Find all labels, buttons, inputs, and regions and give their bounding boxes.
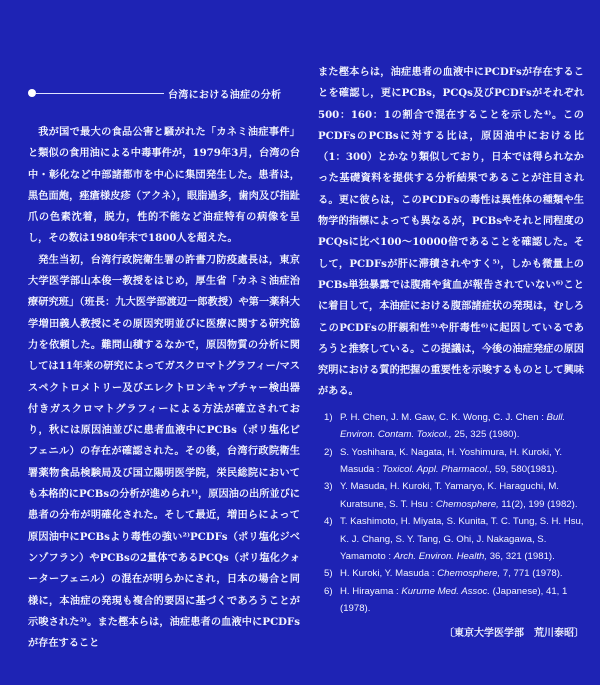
reference-number: 3) bbox=[324, 481, 333, 493]
reference-details: 25, 325 (1980). bbox=[454, 429, 520, 441]
reference-journal: Bull. Environ. Contam. Toxicol., bbox=[340, 411, 566, 441]
left-paragraph-2: 発生当初，台湾行政院衛生署の許書刀防疫處長は，東京大学医学部山本俊一教授をはじめ，厚生省「カネミ油症治療研究班」（班長：九大医学部渡辺一郎教授）や第一薬科大学増田義人教授にその原因究明並びに医療に関する研究協力を依頼した。難問山積するなかで，原因物質の分析に関しては11年来の研究によってガスクロマトグラフィー/マススペクトロメトリー及びエレクトロンキャプチャー検出器付きガスクロマトグラフィーによる方法が確立されており，秋には原因油並びに患者血液中にPCBs（ポリ塩化ビフェニル）の存在が確認された。その後，台湾行政院衛生署薬物食品検験局及び国立陽明医学院，栄民総院においても本格的にPCBsの分析が進められ¹⁾，原因油の出所並びに患者の分布が明確化された。そして最近，増田らによって原因油中にPCBsより毒性の強い²⁾PCDFs（ポリ塩化ジベンゾフラン）やPCBsの2量体であるPCQs（ポリ塩化クォーターフェニル）の混在が明らかにされ，日本の場合と同様に，本油症の発現も複合的要因に基づくであろうことが示唆された³⁾。また樫本らは，油症患者の血液中にPCDFsが存在すること bbox=[28, 253, 300, 650]
left-paragraph-1: 我が国で最大の食品公害と騒がれた「カネミ油症事件」と類似の食用油による中毒事件が，1979年3月，台湾の台中・彰化など中部諸都市を中心に集団発生した。患者は，黒色面皰，痤瘡様皮疹（アクネ），眼脂過多，歯肉及び指趾爪の色素沈着，脱力，性的不能など油症特有の病像を呈し，その数は1980年末で1800人を超えた。 bbox=[28, 126, 300, 245]
section-title: 台湾における油症の分析 bbox=[168, 90, 282, 101]
reference-authors: Y. Masuda, H. Kuroki, T. Yamaryo, K. Haraguchi, M. Kuratsune, S. T. Hsu : bbox=[340, 481, 559, 510]
reference-journal: Chemosphere, bbox=[437, 568, 501, 580]
reference-authors: H. Hirayama : bbox=[340, 585, 399, 597]
reference-item bbox=[318, 444, 584, 479]
reference-list bbox=[318, 409, 584, 618]
reference-details: 59, 580(1981). bbox=[495, 463, 558, 475]
reference-item bbox=[318, 565, 584, 582]
reference-number: 2) bbox=[324, 446, 333, 458]
reference-item bbox=[318, 478, 584, 513]
reference-number: 5) bbox=[324, 568, 333, 580]
reference-journal: Arch. Environ. Health, bbox=[393, 551, 488, 562]
reference-journal: Kurume Med. Assoc. bbox=[401, 585, 490, 597]
reference-journal: Chemosphere, bbox=[435, 498, 499, 510]
left-column bbox=[28, 62, 300, 654]
reference-number: 6) bbox=[324, 585, 333, 597]
reference-authors: H. Kuroki, Y. Masuda : bbox=[340, 568, 435, 580]
reference-authors: P. H. Chen, J. M. Gaw, C. K. Wong, C. J. Chen : bbox=[340, 411, 544, 423]
reference-authors: S. Yoshihara, K. Nagata, H. Yoshimura, H. Kuroki, Y. Masuda : bbox=[340, 446, 563, 475]
reference-journal: Toxicol. Appl. Pharmacol., bbox=[382, 463, 493, 475]
reference-details: (Japanese), 41, 1 (1978). bbox=[340, 585, 568, 615]
right-column bbox=[318, 62, 584, 639]
reference-details: 36, 321 (1981). bbox=[489, 551, 555, 562]
reference-item bbox=[318, 409, 584, 444]
reference-number: 1) bbox=[324, 411, 333, 423]
right-paragraph-1: また樫本らは，油症患者の血液中にPCDFsが存在することを確認し，更にPCBs，PCQs及びPCDFsがそれぞれ500：160：1の割合で混在することを示した⁴⁾。このPCDFsのPCBsに対する比は，原因油中における比（1：300）とかなり類似しており，日本では得られなかった基礎資料を提供する分析結果であることが注目される。更に彼らは，このPCDFsの毒性は異性体の種類や生物学的指標によっても異なるが，PCBsやそれと同程度のPCQsに比べ100〜10000倍であることを確認した。そして，PCDFsが肝に滞積されやすく⁵⁾，しかも微量上のPCBs単独暴露では腹痛や貧血が報告されていない⁶⁾ことに着目して，本油症における腹部諸症状の発現は，むしろこのPCDFsの肝親和性⁵⁾や肝毒性⁶⁾に起因しているであろうと推察している。この提議は，今後の油症発症の原因究明における質的把握の重要性を示唆するものとして興味がある。 bbox=[318, 66, 584, 398]
reference-item bbox=[318, 513, 584, 565]
author-signature: 〔東京大学医学部 荒川泰昭〕 bbox=[444, 627, 584, 639]
reference-item bbox=[318, 583, 584, 618]
reference-authors: T. Kashimoto, H. Miyata, S. Kunita, T. C. Tung, S. H. Hsu, K. J. Chang, S. Y. Tang, G. Ohi, J. Nakagawa, S. Yamamoto : bbox=[340, 516, 584, 562]
reference-details: 11(2), 199 (1982). bbox=[501, 498, 578, 510]
reference-number: 4) bbox=[324, 516, 333, 528]
reference-details: 7, 771 (1978). bbox=[502, 568, 563, 580]
